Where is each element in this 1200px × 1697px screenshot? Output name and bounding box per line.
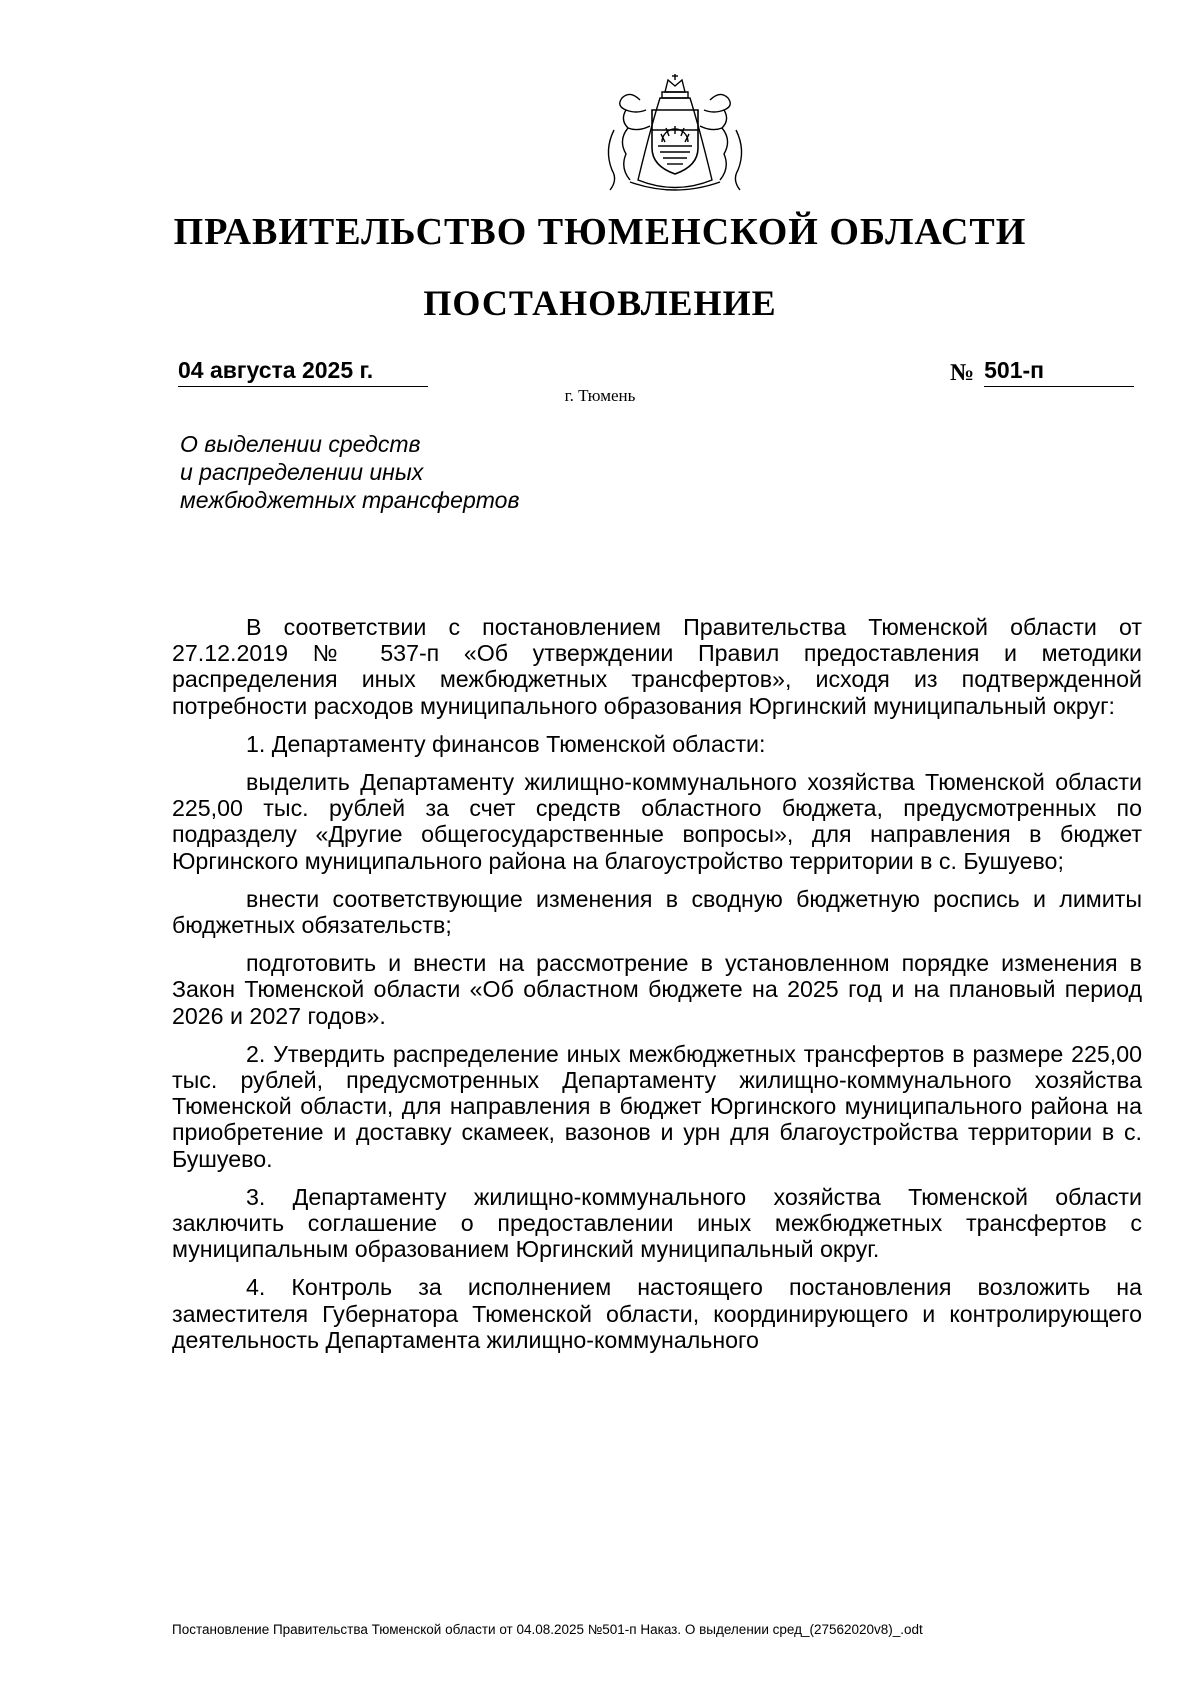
document-date: 04 августа 2025 г. [178,357,428,387]
subject-line: и распределении иных [180,459,424,485]
subject-line: межбюджетных трансфертов [180,487,520,513]
coat-of-arms-icon [590,70,760,200]
number-sign: № [950,360,975,386]
document-city: г. Тюмень [564,386,636,405]
document-subject [180,430,519,514]
document-number-field [950,357,1134,387]
document-type: ПОСТАНОВЛЕНИЕ [423,283,777,323]
body-paragraph: 2. Утвердить распределение иных межбюджетных трансфертов в размере 225,00 тыс. рублей, предусмотренных Департаменту жилищно-коммунального хозяйства Тюменской области, для направления в бюджет Юргинского муниципального района на приобретение и доставку скамеек, вазонов и урн для благоустройства территории в с. Бушуево. [172,1040,1142,1172]
body-paragraph: внести соответствующие изменения в сводную бюджетную роспись и лимиты бюджетных обязательств; [172,885,1142,939]
document-footer: Постановление Правительства Тюменской области от 04.08.2025 №501-п Наказ. О выделении сред_(27562020v8)_.odt [172,1622,923,1637]
body-paragraph: 3. Департаменту жилищно-коммунального хозяйства Тюменской области заключить соглашение о предоставлении иных межбюджетных трансфертов с муниципальным образованием Юргинский муниципальный округ. [172,1183,1142,1263]
body-paragraph: 1. Департаменту финансов Тюменской области: [246,730,766,757]
organization-title: ПРАВИТЕЛЬСТВО ТЮМЕНСКОЙ ОБЛАСТИ [173,211,1027,253]
body-paragraph: подготовить и внести на рассмотрение в установленном порядке изменения в Закон Тюменской области «Об областном бюджете на 2025 год и на плановый период 2026 и 2027 годов». [172,950,1142,1029]
document-body [172,614,1142,1365]
subject-line: О выделении средств [180,431,421,457]
document-number: 501-п [984,357,1134,387]
body-paragraph: В соответствии с постановлением Правительства Тюменской области от 27.12.2019 № 537-п «Об утверждении Правил предоставления и методики распределения иных межбюджетных трансфертов», исходя из подтвержденной потребности расходов муниципального образования Юргинский муниципальный округ: [172,614,1142,719]
body-paragraph: 4. Контроль за исполнением настоящего постановления возложить на заместителя Губернатора Тюменской области, координирующего и контролирующего деятельность Департамента жилищно-коммунального [172,1274,1142,1353]
body-paragraph: выделить Департаменту жилищно-коммунального хозяйства Тюменской области 225,00 тыс. рублей за счет средств областного бюджета, предусмотренных по подразделу «Другие общегосударственные вопросы», для направления в бюджет Юргинского муниципального района на благоустройство территории в с. Бушуево; [172,769,1142,874]
